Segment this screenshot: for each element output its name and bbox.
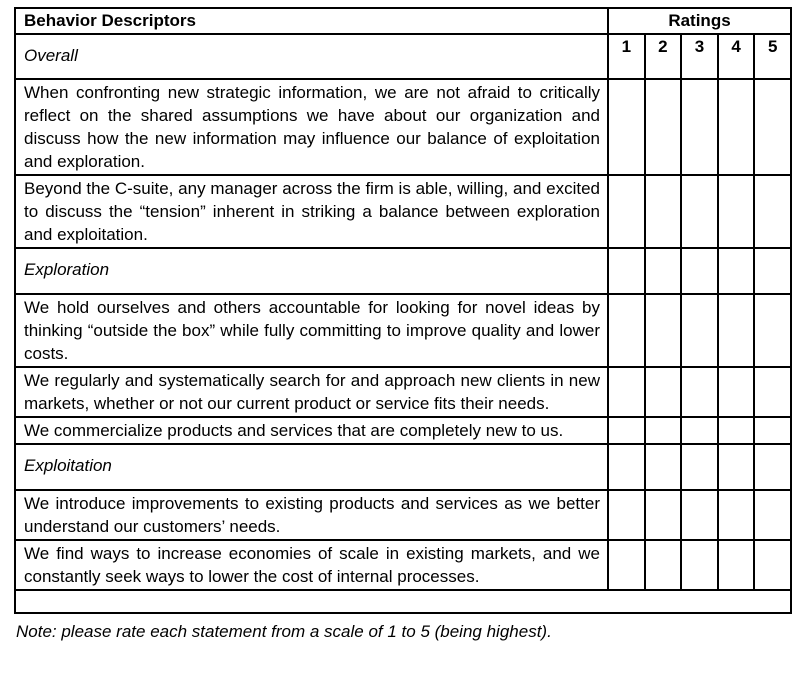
- overall-section-label: Overall: [15, 34, 608, 79]
- rating-cell: [645, 444, 682, 490]
- rating-cell: [718, 175, 755, 248]
- spacer-cell: [15, 590, 791, 613]
- rating-cell: [754, 248, 791, 294]
- rating-cell: [681, 490, 718, 540]
- rating-cell: [645, 294, 682, 367]
- rating-cell: [681, 540, 718, 590]
- behavior-descriptors-header: Behavior Descriptors: [15, 8, 608, 34]
- rating-cell: [645, 79, 682, 175]
- section-row-exploitation: [15, 444, 791, 490]
- rating-cell: [608, 294, 645, 367]
- rating-cell: [681, 294, 718, 367]
- descriptor-text: Beyond the C-suite, any manager across the firm is able, willing, and excited to discuss the “tension” inherent in striking a balance between exploration and exploitation.: [15, 175, 608, 248]
- rating-cell: [754, 444, 791, 490]
- rating-cell: [718, 490, 755, 540]
- descriptor-text: We find ways to increase economies of scale in existing markets, and we constantly seek ways to lower the cost of internal processes.: [15, 540, 608, 590]
- rating-cell: [645, 175, 682, 248]
- rating-cell: [718, 248, 755, 294]
- rating-cell: [608, 248, 645, 294]
- behavior-ratings-table: [14, 7, 792, 614]
- rating-cell: [645, 490, 682, 540]
- rating-scale-1: 1: [608, 34, 645, 79]
- rating-scale-3: 3: [681, 34, 718, 79]
- section-label: Exploration: [15, 248, 608, 294]
- section-label: Exploitation: [15, 444, 608, 490]
- rating-cell: [608, 540, 645, 590]
- rating-cell: [608, 175, 645, 248]
- section-row-exploration: [15, 248, 791, 294]
- descriptor-row: [15, 367, 791, 417]
- spacer-row: [15, 590, 791, 613]
- rating-cell: [718, 444, 755, 490]
- overall-section-row: [15, 34, 791, 79]
- rating-cell: [681, 444, 718, 490]
- rating-cell: [645, 417, 682, 444]
- rating-cell: [681, 248, 718, 294]
- rating-cell: [645, 540, 682, 590]
- descriptor-text: We introduce improvements to existing products and services as we better understand our customers’ needs.: [15, 490, 608, 540]
- descriptor-text: We regularly and systematically search for and approach new clients in new markets, whether or not our current product or service fits their needs.: [15, 367, 608, 417]
- rating-cell: [754, 175, 791, 248]
- rating-cell: [645, 367, 682, 417]
- rating-cell: [718, 294, 755, 367]
- rating-cell: [608, 417, 645, 444]
- rating-cell: [754, 417, 791, 444]
- rating-scale-4: 4: [718, 34, 755, 79]
- rating-cell: [681, 417, 718, 444]
- rating-scale-2: 2: [645, 34, 682, 79]
- descriptor-row: [15, 79, 791, 175]
- rating-cell: [718, 79, 755, 175]
- rating-cell: [681, 175, 718, 248]
- descriptor-row: [15, 294, 791, 367]
- table-header-row: [15, 8, 791, 34]
- rating-cell: [681, 79, 718, 175]
- rating-cell: [754, 490, 791, 540]
- rating-cell: [754, 79, 791, 175]
- rating-cell: [608, 444, 645, 490]
- rating-cell: [718, 367, 755, 417]
- descriptor-row: [15, 490, 791, 540]
- rating-cell: [754, 540, 791, 590]
- rating-cell: [718, 540, 755, 590]
- rating-cell: [754, 367, 791, 417]
- rating-cell: [754, 294, 791, 367]
- rating-note: Note: please rate each statement from a scale of 1 to 5 (being highest).: [16, 622, 552, 641]
- rating-cell: [608, 490, 645, 540]
- descriptor-row: [15, 540, 791, 590]
- rating-cell: [718, 417, 755, 444]
- rating-cell: [608, 79, 645, 175]
- rating-cell: [681, 367, 718, 417]
- ratings-header: Ratings: [608, 8, 791, 34]
- rating-cell: [645, 248, 682, 294]
- descriptor-row: [15, 175, 791, 248]
- descriptor-row: [15, 417, 791, 444]
- rating-scale-5: 5: [754, 34, 791, 79]
- rating-cell: [608, 367, 645, 417]
- descriptor-text: We commercialize products and services that are completely new to us.: [15, 417, 608, 444]
- descriptor-text: When confronting new strategic information, we are not afraid to critically reflect on the shared assumptions we have about our organization and discuss how the new information may influence our balance of exploitation and exploration.: [15, 79, 608, 175]
- descriptor-text: We hold ourselves and others accountable for looking for novel ideas by thinking “outside the box” while fully committing to improve quality and lower costs.: [15, 294, 608, 367]
